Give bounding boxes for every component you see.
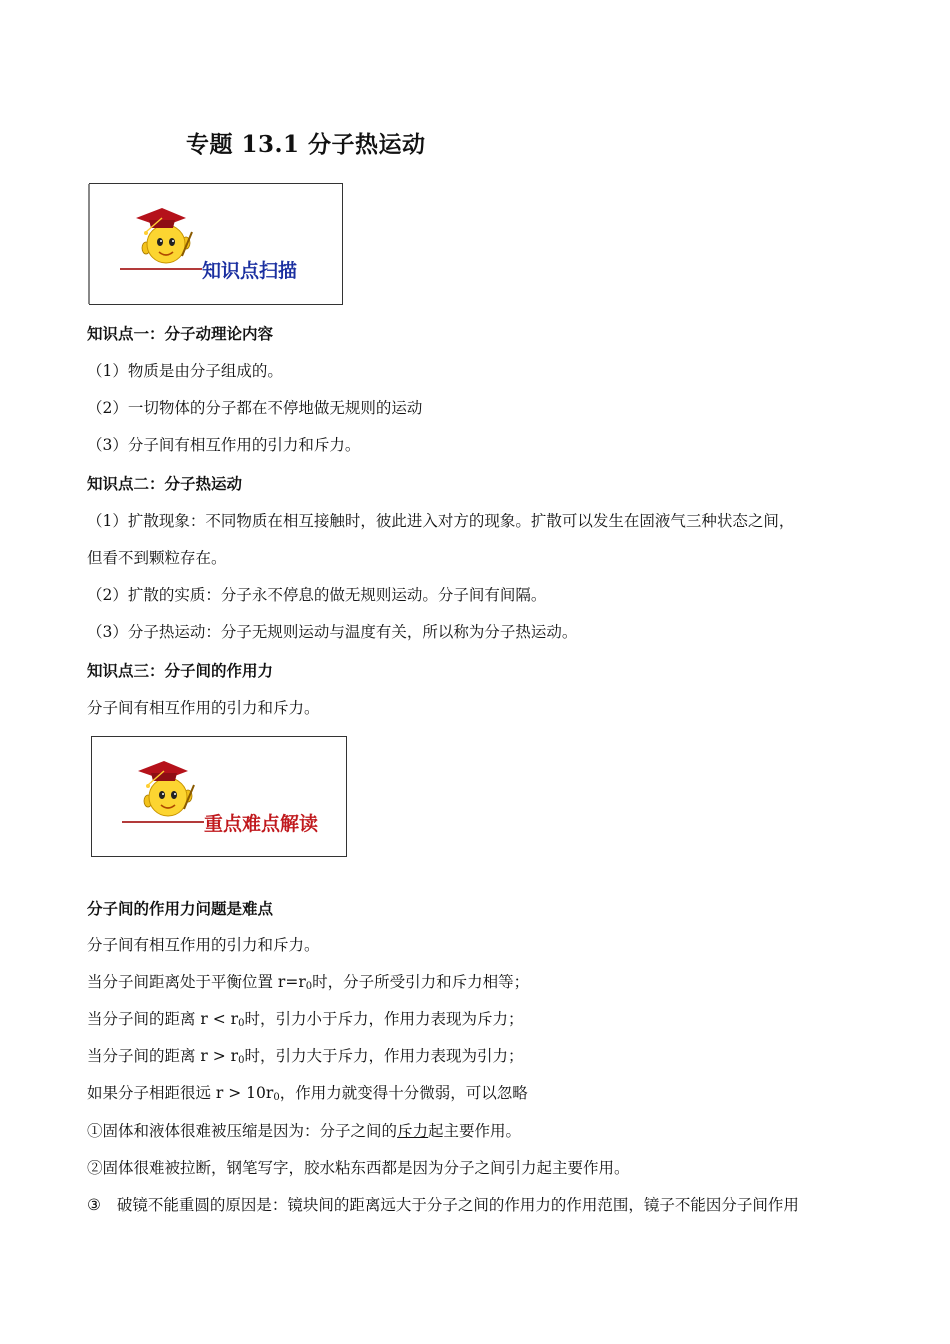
banner-underline (122, 821, 204, 823)
list-item: （2）一切物体的分子都在不停地做无规则的运动 (87, 399, 423, 417)
section-heading: 知识点三：分子间的作用力 (87, 661, 274, 680)
banner-shadow (88, 184, 90, 304)
knowledge-scan-banner (89, 183, 343, 305)
banner-label: 知识点扫描 (202, 260, 298, 282)
text: 时，引力大于斥力，作用力表现为引力； (244, 1047, 524, 1065)
text: ，作用力就变得十分微弱，可以忽略 (279, 1084, 528, 1102)
paragraph (87, 1082, 528, 1109)
graduate-mascot-icon (118, 751, 198, 831)
paragraph (87, 1120, 521, 1142)
text: 时，分子所受引力和斥力相等； (312, 973, 530, 991)
text: 当分子间距离处于平衡位置 r=r (87, 973, 306, 991)
subscript: 0 (238, 1018, 245, 1029)
list-item: （3）分子间有相互作用的引力和斥力。 (87, 436, 361, 454)
paragraph: 分子间有相互作用的引力和斥力。 (87, 699, 320, 717)
list-item: （1）物质是由分子组成的。 (87, 362, 283, 380)
underlined-answer: 斥力 (397, 1122, 429, 1140)
paragraph (87, 1045, 523, 1072)
list-item-continuation: 但看不到颗粒存在。 (87, 549, 227, 567)
item-number: ③ (87, 1196, 101, 1214)
graduate-mascot-icon (116, 198, 196, 278)
paragraph (87, 971, 529, 998)
paragraph (87, 1194, 799, 1216)
text: 破镜不能重圆的原因是：镜块间的距离远大于分子之间的作用力的作用范围，镜子不能因分子间作用 (116, 1196, 799, 1214)
subscript: 0 (273, 1092, 280, 1103)
section-heading: 知识点一：分子动理论内容 (87, 324, 274, 343)
section-heading: 分子间的作用力问题是难点 (87, 899, 274, 918)
subscript: 0 (305, 981, 313, 992)
paragraph (87, 1008, 523, 1035)
text: ①固体和液体很难被压缩是因为：分子之间的 (87, 1122, 398, 1140)
list-item: （2）扩散的实质：分子永不停息的做无规则运动。分子间有间隔。 (87, 586, 547, 604)
paragraph: ②固体很难被拉断，钢笔写字，胶水粘东西都是因为分子之间引力起主要作用。 (87, 1159, 630, 1177)
text: 起主要作用。 (428, 1122, 522, 1140)
banner-label: 重点难点解读 (204, 813, 319, 835)
text: 如果分子相距很远 r > 10r (87, 1084, 274, 1102)
paragraph: 分子间有相互作用的引力和斥力。 (87, 936, 320, 954)
text: 当分子间的距离 r > r (87, 1047, 239, 1065)
list-item: （1）扩散现象：不同物质在相互接触时，彼此进入对方的现象。扩散可以发生在固液气三种状态之间， (87, 512, 795, 530)
banner-underline (120, 268, 202, 270)
section-heading: 知识点二：分子热运动 (87, 474, 243, 493)
subscript: 0 (238, 1055, 245, 1066)
page-title: 专题 13.1 分子热运动 (186, 131, 426, 158)
key-difficulty-banner (91, 736, 347, 857)
text: 当分子间的距离 r < r (87, 1010, 239, 1028)
text: 时，引力小于斥力，作用力表现为斥力； (244, 1010, 524, 1028)
list-item: （3）分子热运动：分子无规则运动与温度有关，所以称为分子热运动。 (87, 623, 578, 641)
